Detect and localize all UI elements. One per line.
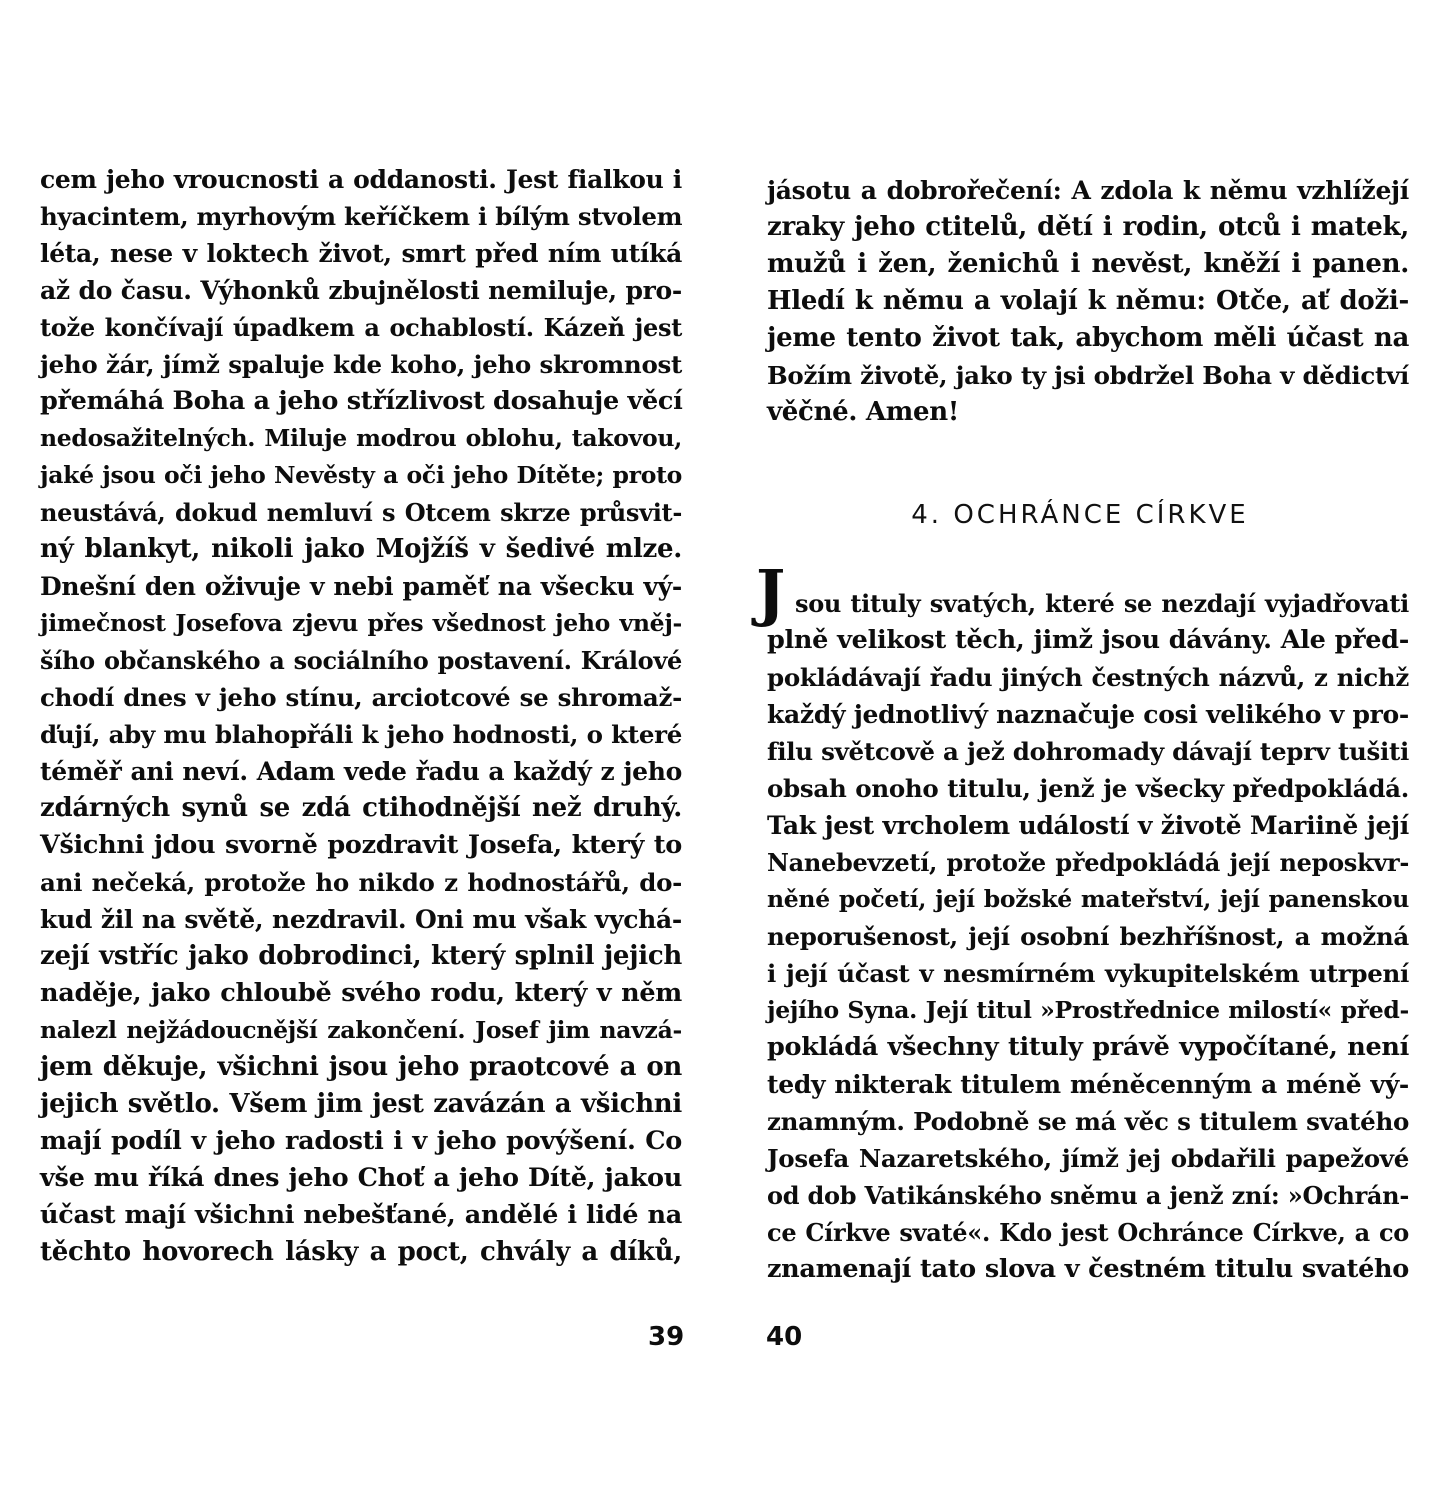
text-line: věčné. Amen! (767, 397, 959, 427)
left-page-text (40, 161, 682, 1271)
chapter-heading: 4. OCHRÁNCE CÍRKVE (911, 500, 1249, 530)
text-line: šího občanského a sociálního postavení. Králové (40, 646, 682, 675)
right-page (720, 0, 1440, 1500)
text-line: cem jeho vroucnosti a oddanosti. Jest fialkou i (40, 165, 682, 194)
text-line: obsah onoho titulu, jenž je všecky předpokládá. (767, 774, 1409, 803)
text-line: filu světcově a jež dohromady dávají teprv tušiti (767, 737, 1409, 766)
text-line: hyacintem, myrhovým keříčkem i bílým stvolem (40, 202, 683, 231)
text-line: zdárných synů se zdá ctihodnější než druhý. (40, 793, 682, 823)
text-line: jásotu a dobrořečení: A zdola k němu vzhlížejí (767, 176, 1409, 205)
text-line: ný blankyt, nikoli jako Mojžíš v šedivé mlze. (40, 534, 682, 564)
text-line: kud žil na světě, nezdravil. Oni mu však vychá- (40, 905, 682, 934)
text-line: chodí dnes v jeho stínu, arciotcové se shromaž- (40, 683, 682, 712)
text-line: každý jednotlivý naznačuje cosi velikého v pro- (767, 700, 1409, 729)
text-line: ce Církve svaté«. Kdo jest Ochránce Církve, a co (767, 1218, 1409, 1247)
text-line: jeme tento život tak, abychom měli účast na (767, 323, 1409, 353)
text-line: až do času. Výhonků zbujnělosti nemiluje, pro- (40, 276, 682, 305)
right-page-top-text (767, 172, 1409, 431)
text-line: naděje, jako chloubě svého rodu, který v něm (40, 978, 682, 1008)
text-line: zejí vstříc jako dobrodinci, který splnil jejich (40, 941, 682, 971)
text-line: Dnešní den oživuje v nebi paměť na všecku vý- (40, 572, 682, 601)
text-line: jejího Syna. Její titul »Prostřednice milostí« před- (767, 996, 1409, 1024)
text-line: pokládá všechny tituly právě vypočítané, není (767, 1032, 1409, 1062)
text-line: Hledí k němu a volají k němu: Otče, ať doži- (767, 286, 1409, 316)
text-line: téměř ani neví. Adam vede řadu a každý z jeho (40, 757, 682, 786)
drop-cap: J (756, 556, 786, 629)
text-line: neustává, dokud nemluví s Otcem skrze průsvit- (40, 498, 682, 527)
text-line: Nanebevzetí, protože předpokládá její neposkvr- (767, 848, 1409, 877)
right-page-body-text (767, 585, 1409, 1288)
text-line: i její účast v nesmírném vykupitelském utrpení (767, 959, 1409, 988)
text-line: mají podíl v jeho radosti i v jeho povýšení. Co (40, 1126, 682, 1156)
text-line: Božím životě, jako ty jsi obdržel Boha v dědictví (767, 361, 1409, 390)
text-line: zraky jeho ctitelů, dětí i rodin, otců i matek, (767, 212, 1409, 242)
text-line: jeho žár, jímž spaluje kde koho, jeho skromnost (40, 350, 682, 379)
text-line: vše mu říká dnes jeho Choť a jeho Dítě, jakou (40, 1163, 682, 1193)
text-line: ani nečeká, protože ho nikdo z hodnostářů, do- (40, 868, 682, 897)
text-line: léta, nese v loktech život, smrt před ním utíká (40, 239, 682, 268)
page-number-right: 40 (766, 1322, 803, 1352)
text-line: Josefa Nazaretského, jímž jej obdařili papežové (767, 1144, 1409, 1173)
text-line: Tak jest vrcholem událostí v životě Mariině její (767, 811, 1409, 840)
text-line: Všichni jdou svorně pozdravit Josefa, který to (40, 830, 682, 860)
text-line: těchto hovorech lásky a poct, chvály a díků, (40, 1237, 682, 1267)
text-line: pokládávají řadu jiných čestných názvů, z nichž (767, 663, 1409, 692)
text-line: sou tituly svatých, které se nezdají vyjadřovati (795, 589, 1409, 618)
text-line: tože končívají úpadkem a ochablostí. Kázeň jest (40, 313, 682, 342)
text-line: nedosažitelných. Miluje modrou oblohu, takovou, (40, 424, 682, 452)
text-line: něné početí, její božské mateřství, její panenskou (767, 885, 1409, 913)
text-line: jejich světlo. Všem jim jest zavázán a všichni (40, 1089, 682, 1119)
text-line: ďují, aby mu blahopřáli k jeho hodnosti, o které (40, 720, 682, 749)
text-line: tedy nikterak titulem méněcenným a méně vý- (767, 1070, 1409, 1099)
text-line: účast mají všichni nebešťané, andělé i lidé na (40, 1200, 682, 1230)
text-line: přemáhá Boha a jeho střízlivost dosahuje věcí (40, 386, 683, 416)
text-line: jem děkuje, všichni jsou jeho praotcové a on (40, 1052, 682, 1082)
text-line: nalezl nejžádoucnější zakončení. Josef jim navzá- (40, 1016, 682, 1044)
page-number-left: 39 (648, 1322, 685, 1352)
text-line: znamenají tato slova v čestném titulu svatého (767, 1254, 1409, 1284)
text-line: jimečnost Josefova zjevu přes všednost jeho vněj- (40, 609, 682, 637)
text-line: mužů i žen, ženichů i nevěst, kněží i panen. (767, 249, 1409, 279)
text-line: plně velikost těch, jimž jsou dávány. Ale před- (767, 625, 1409, 655)
text-line: znamným. Podobně se má věc s titulem svatého (767, 1107, 1409, 1136)
text-line: neporušenost, její osobní bezhříšnost, a možná (767, 922, 1409, 951)
text-line: jaké jsou oči jeho Nevěsty a oči jeho Dítěte; proto (40, 461, 682, 489)
text-line: od dob Vatikánského sněmu a jenž zní: »Ochrán- (767, 1181, 1409, 1210)
